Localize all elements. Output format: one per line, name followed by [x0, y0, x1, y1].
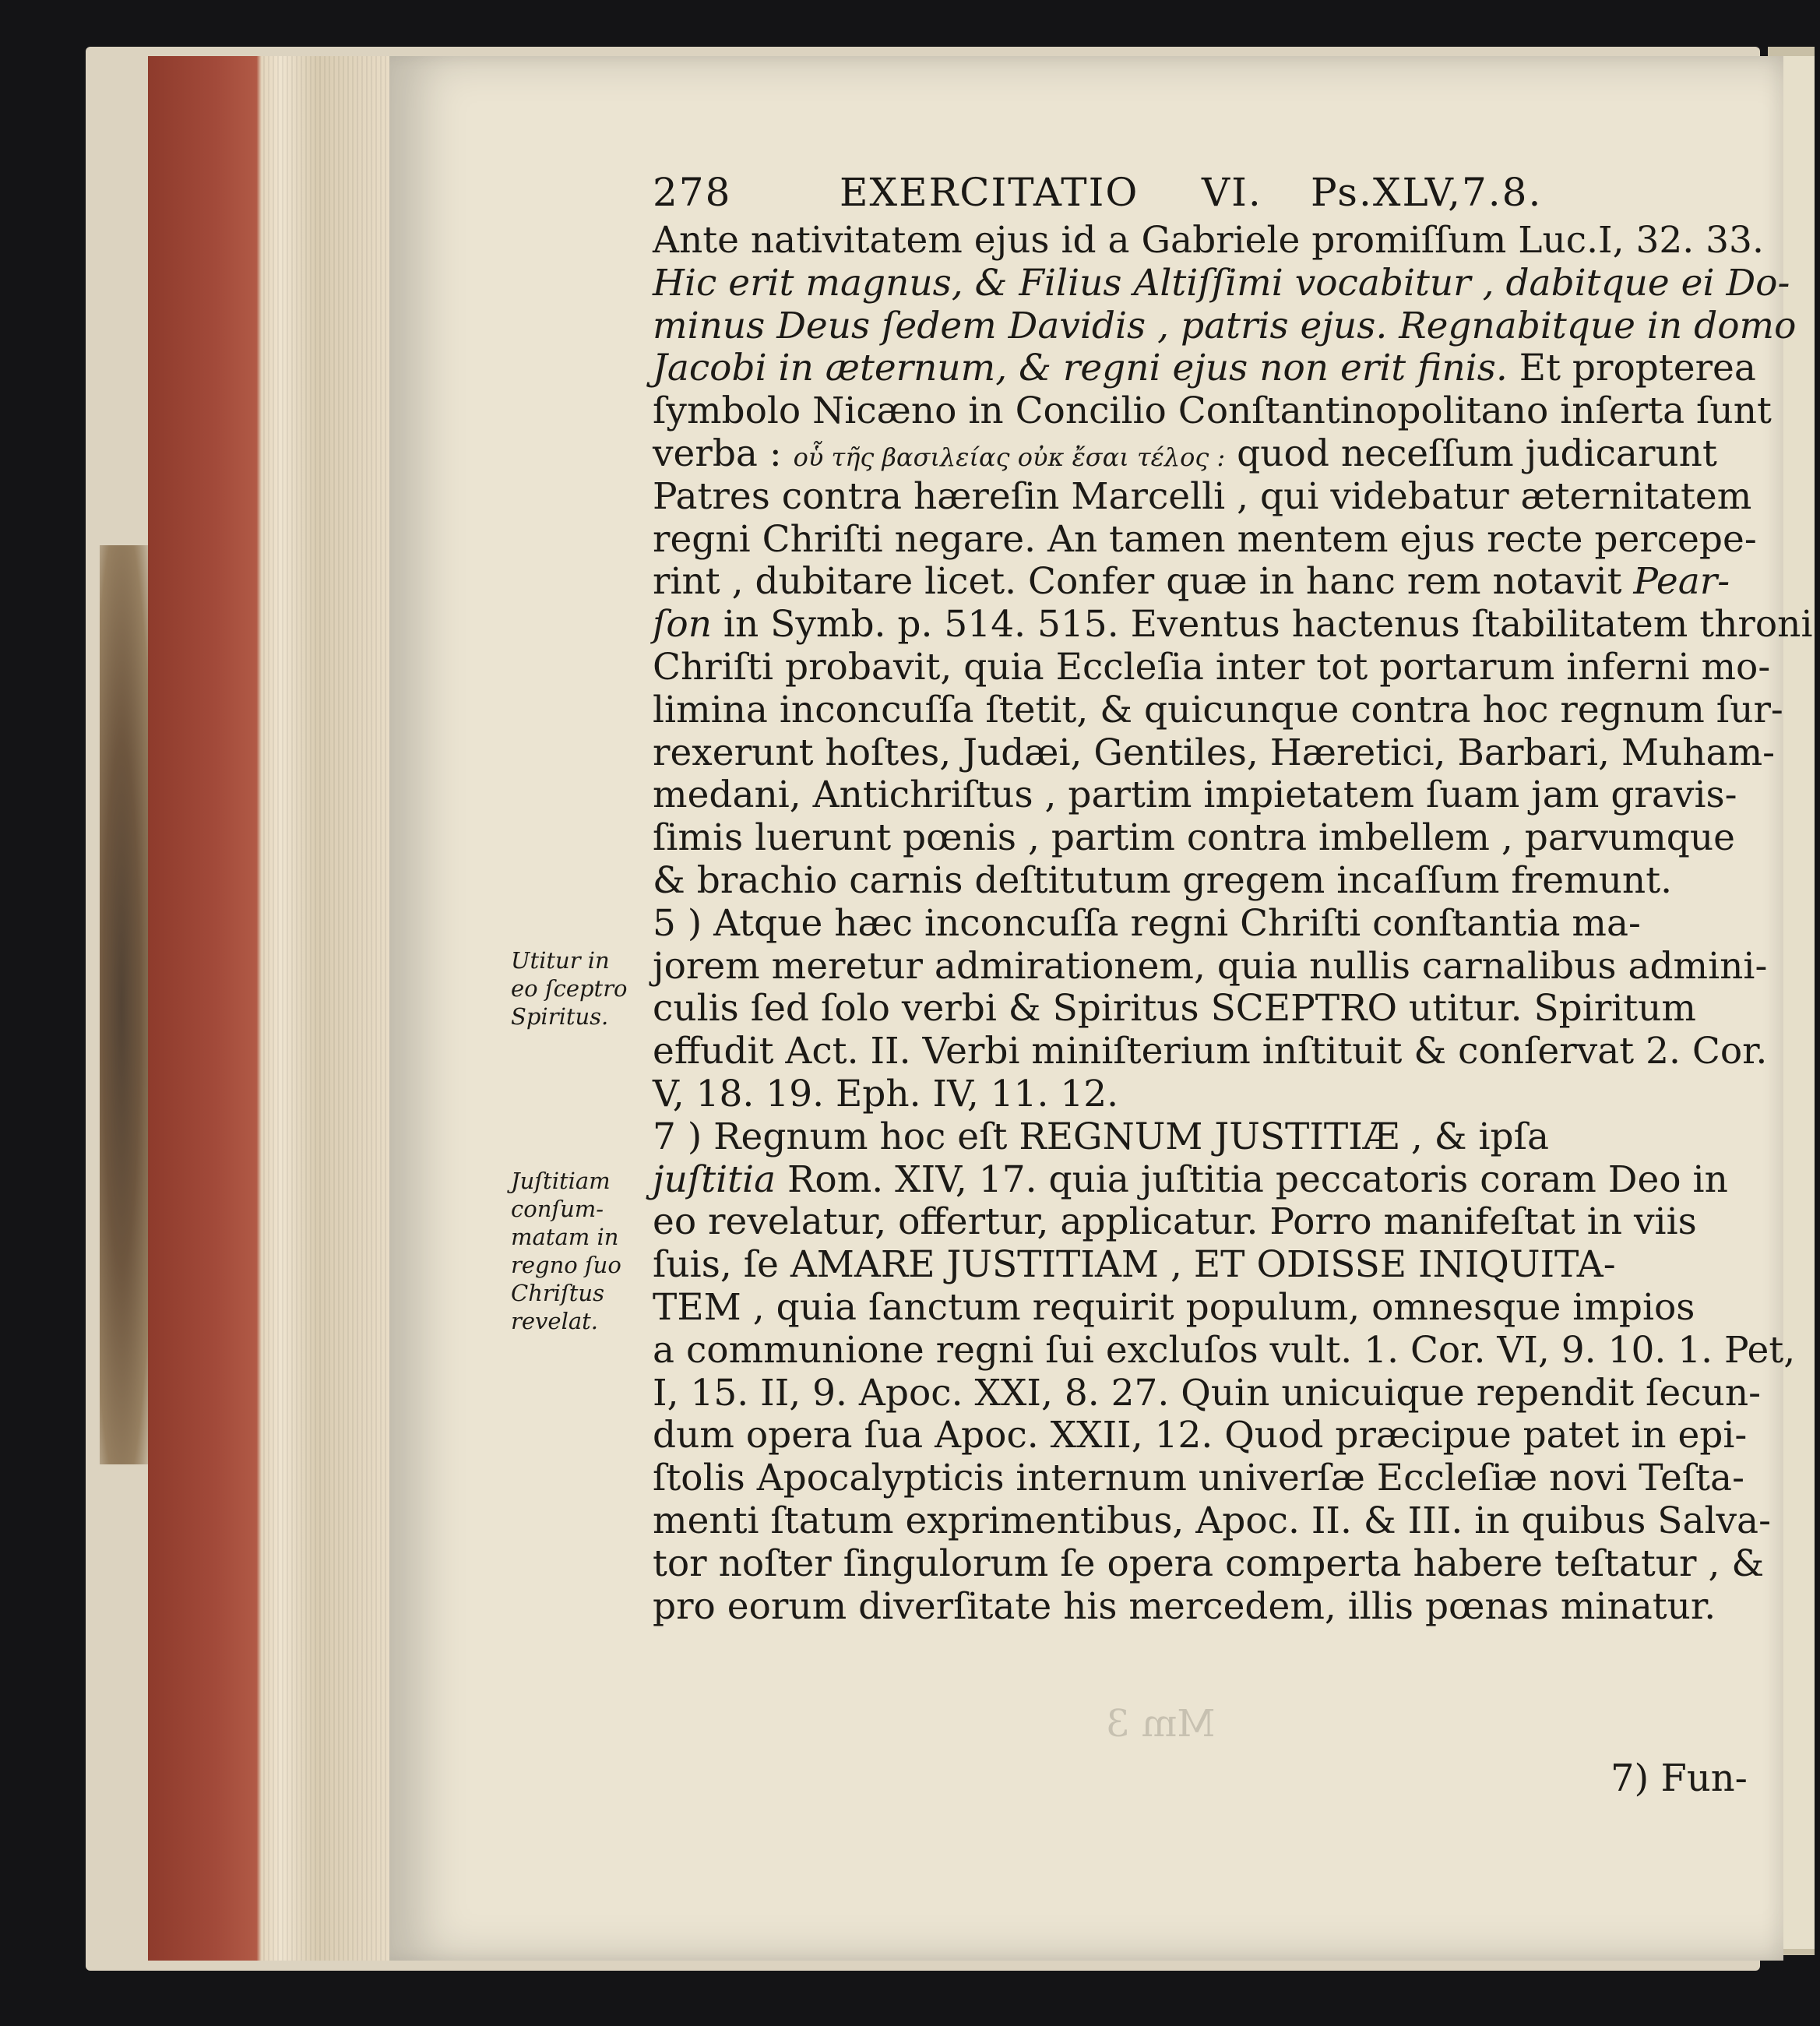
text-segment: pro eorum diverſitate his mercedem, illis pœnas minatur. — [653, 1584, 1716, 1628]
text-segment: in Symb. p. 514. 515. Eventus hactenus ſtabilitatem throni — [711, 603, 1813, 647]
text-line — [653, 519, 1758, 562]
text-line — [653, 1159, 1758, 1202]
text-segment: limina inconcuſſa ſtetit, & quicunque contra hoc regnum ſur- — [653, 688, 1783, 731]
text-segment: minus Deus ſedem Davidis , patris ejus. Regnabitque in domo — [653, 304, 1797, 347]
text-segment: ſimis luerunt pœnis , partim contra imbellem , parvumque — [653, 816, 1735, 860]
text-line — [653, 561, 1758, 604]
text-segment: quod neceſſum judicarunt — [1225, 432, 1717, 475]
text-segment: regni Chriſti negare. An tamen mentem ejus recte percepe- — [653, 517, 1757, 561]
cover-stain — [100, 545, 154, 1464]
text-segment: ſuis, ſe AMARE JUSTITIAM , ET ODISSE INIQUITA- — [653, 1243, 1616, 1287]
margin-note-line: Utitur in — [511, 947, 610, 974]
text-segment: Rom. XIV, 17. quia juſtitia peccatoris coram Deo in — [776, 1157, 1728, 1201]
text-segment: verba : — [653, 432, 794, 475]
text-segment: Chriſti probavit, quia Eccleſia inter tot portarum inferni mo- — [653, 645, 1771, 689]
text-line — [653, 774, 1758, 817]
text-segment: ſtolis Apocalypticis internum univerſæ Eccleſiæ novi Teſta- — [653, 1457, 1744, 1500]
text-line — [653, 1586, 1758, 1629]
margin-note-line: regno ſuo — [511, 1252, 621, 1278]
text-line — [653, 944, 1768, 988]
text-segment: Pear- — [1633, 560, 1730, 604]
text-segment: culis ſed ſolo verbi & Spiritus SCEPTRO utitur. Spiritum — [653, 987, 1696, 1031]
text-segment: tor noſter ſingulorum ſe opera comperta habere teſtatur , & — [653, 1542, 1765, 1585]
margin-note-line: eo ſceptro — [511, 975, 628, 1002]
text-line — [653, 1415, 1758, 1457]
text-segment: dum opera ſua Apoc. XXII, 12. Quod præcipue patet in epi- — [653, 1414, 1748, 1457]
text-segment: οὗ τῆς βασιλείας οὐκ ἔσαι τέλος : — [793, 442, 1226, 472]
text-segment: Ante nativitatem ejus id a Gabriele promiſſum Luc.I, 32. 33. — [653, 219, 1764, 262]
text-line — [653, 1287, 1758, 1330]
margin-note-line: matam in — [511, 1224, 619, 1250]
header-title: EXERCITATIO — [840, 170, 1139, 215]
text-line — [653, 1073, 1758, 1116]
text-segment: rexerunt hoſtes, Judæi, Gentiles, Hæretici, Barbari, Muham- — [653, 731, 1776, 774]
text-line — [653, 817, 1758, 860]
text-segment: a communione regni ſui excluſos vult. 1. Cor. VI, 9. 10. 1. Pet, — [653, 1328, 1796, 1372]
margin-note-line: Juſtitiam — [511, 1168, 611, 1194]
text-segment: 5 ) Atque hæc inconcuſſa regni Chriſti conſtantia ma- — [653, 901, 1641, 945]
page-number: 278 — [653, 170, 732, 215]
text-line — [653, 1116, 1758, 1159]
text-segment: V, 18. 19. Eph. IV, 11. 12. — [653, 1072, 1119, 1115]
text-segment: 7 ) Regnum hoc eſt REGNUM JUSTITIÆ , & ipſa — [653, 1115, 1550, 1158]
text-segment: Et propterea — [1519, 347, 1756, 390]
text-line — [653, 860, 1758, 903]
text-line — [653, 1499, 1771, 1543]
text-segment: eo revelatur, offertur, applicatur. Porro manifeſtat in viis — [653, 1200, 1697, 1244]
text-segment: juſtitia — [653, 1157, 776, 1201]
text-segment: rint , dubitare licet. Confer quæ in hanc rem notavit — [653, 560, 1634, 604]
text-segment: TEM , quia ſanctum requirit populum, omnesque impios — [653, 1285, 1695, 1329]
text-line — [653, 433, 1758, 476]
margin-note-line: conſum- — [511, 1196, 604, 1222]
text-segment: Jacobi in æternum, & regni ejus non erit finis. — [653, 347, 1519, 390]
text-line — [653, 903, 1758, 946]
catchword: 7) Fun- — [1611, 1756, 1748, 1800]
page-edges-lines — [263, 56, 388, 1961]
text-segment: ſymbolo Nicæno in Concilio Conſtantinopolitano inſerta ſunt — [653, 389, 1772, 433]
text-segment: jorem meretur admirationem, quia nullis carnalibus admini- — [653, 944, 1768, 988]
text-segment: effudit Act. II. Verbi miniſterium inſtituit & conſervat 2. Cor. — [653, 1030, 1768, 1073]
text-line — [653, 1244, 1758, 1287]
text-line — [653, 261, 1790, 305]
text-line — [653, 645, 1771, 689]
text-line — [653, 389, 1772, 433]
text-segment: ſon — [653, 603, 712, 647]
text-segment: Hic erit magnus, & Filius Altiſſimi vocabitur , dabitque ei Do- — [653, 261, 1790, 305]
text-line — [653, 347, 1758, 390]
margin-note-justitiam — [511, 1167, 628, 1335]
bleed-through-text: Mm 3 — [1106, 1702, 1216, 1746]
text-segment: medani, Antichriſtus , partim impietatem ſuam jam gravis- — [653, 773, 1737, 817]
text-line — [653, 304, 1797, 348]
margin-note-line: Spiritus. — [511, 1003, 609, 1030]
header-number: VI. — [1202, 170, 1262, 215]
text-line — [653, 1371, 1761, 1415]
header-reference: Ps.XLV,7.8. — [1311, 170, 1543, 215]
text-line — [653, 988, 1758, 1031]
body-text — [653, 219, 1813, 1628]
text-line — [653, 1542, 1765, 1586]
text-segment: & brachio carnis deſtitutum gregem incaſſum fremunt. — [653, 858, 1673, 902]
text-line — [653, 219, 1764, 262]
text-segment: Patres contra hæreſin Marcelli , qui videbatur æternitatem — [653, 474, 1752, 518]
margin-note-sceptro — [511, 946, 628, 1031]
text-line — [653, 603, 1813, 647]
text-line — [653, 476, 1758, 519]
text-line — [653, 1201, 1758, 1244]
margin-note-line: revelat. — [511, 1308, 599, 1334]
text-line — [653, 1328, 1796, 1372]
text-segment: I, 15. II, 9. Apoc. XXI, 8. 27. Quin unicuique rependit ſecun- — [653, 1371, 1761, 1415]
text-line — [653, 731, 1776, 775]
text-segment: menti ſtatum exprimentibus, Apoc. II. & III. in quibus Salva- — [653, 1499, 1771, 1542]
margin-note-line: Chriſtus — [511, 1280, 604, 1306]
text-line — [653, 1030, 1768, 1073]
text-line — [653, 1457, 1758, 1500]
text-line — [653, 688, 1783, 732]
